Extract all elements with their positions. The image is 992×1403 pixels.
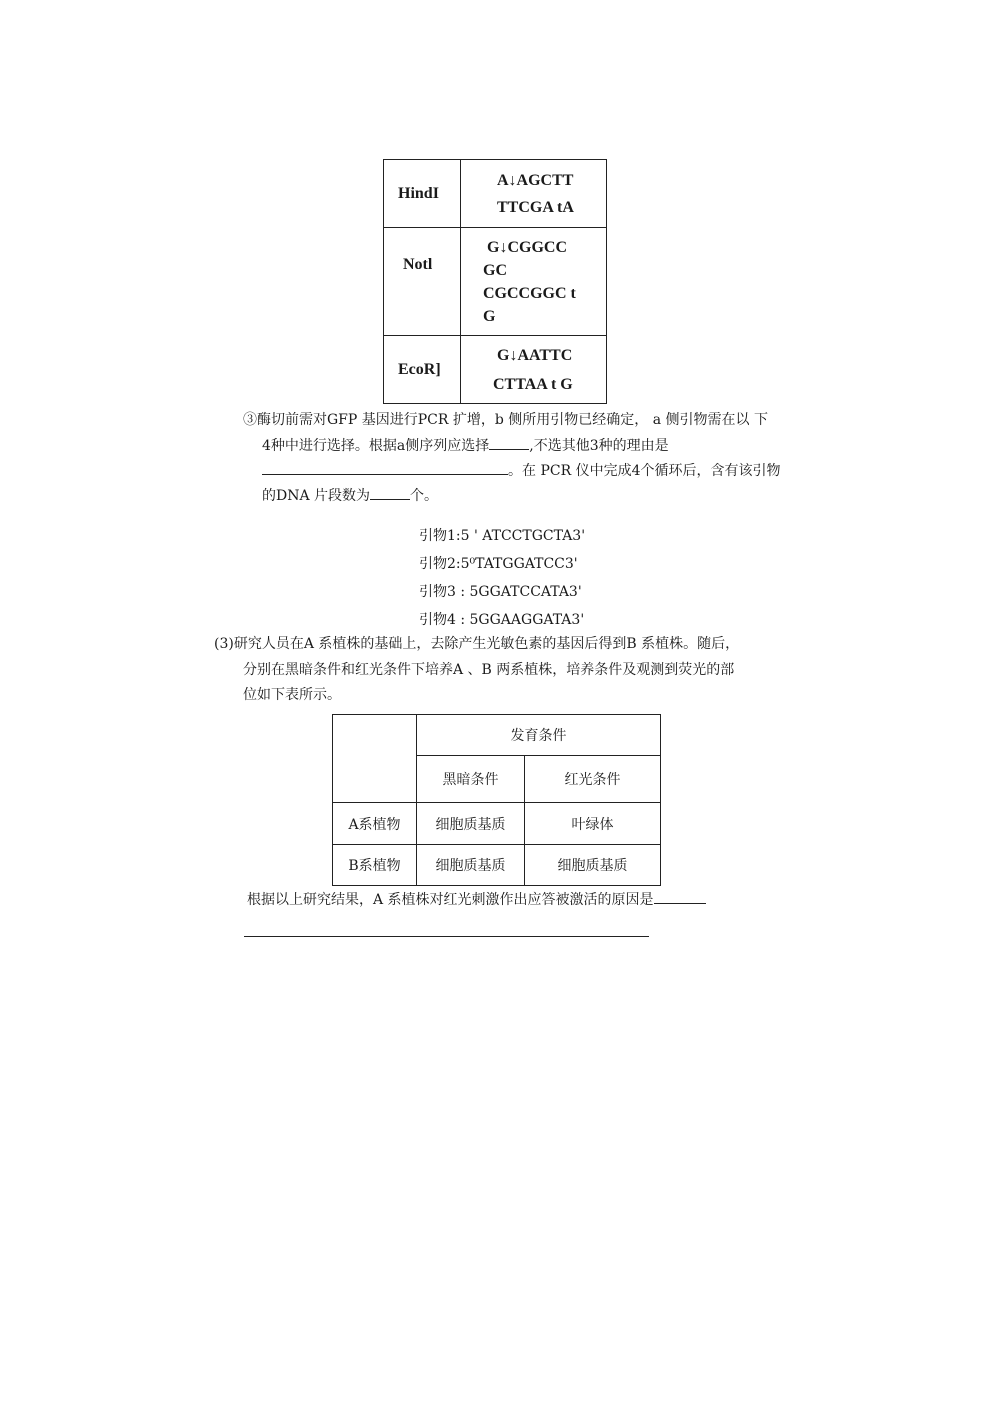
question-line: [262, 434, 669, 459]
answer-blank[interactable]: [654, 889, 706, 904]
table-cell: 细胞质基质: [417, 845, 525, 886]
table-cell: 细胞质基质: [525, 845, 661, 886]
table-row: [333, 715, 661, 756]
answer-blank[interactable]: [489, 435, 529, 450]
empty-header-cell: [333, 715, 417, 803]
header-group: 发育条件: [417, 715, 661, 756]
question-text: 的DNA 片段数为: [262, 488, 371, 504]
answer-blank[interactable]: [370, 485, 410, 500]
column-header: 黑暗条件: [417, 756, 525, 803]
conclusion-text: 根据以上研究结果，A 系植株对红光刺激作出应答被激活的原因是: [247, 892, 654, 908]
enzyme-name: EcoR]: [384, 336, 461, 404]
recognition-sequence: [461, 160, 607, 228]
table-cell: 细胞质基质: [417, 803, 525, 845]
conclusion-line: [247, 888, 706, 913]
table-row: [384, 160, 607, 228]
answer-blank[interactable]: [262, 460, 508, 475]
sequence-line: CGCCGGC t: [483, 284, 576, 302]
question-line: [262, 459, 780, 484]
question-text: 个。: [410, 488, 439, 504]
enzyme-name: HindI: [384, 160, 461, 228]
table-cell: 叶绿体: [525, 803, 661, 845]
answer-line[interactable]: [244, 936, 649, 937]
section-line: (3)研究人员在A 系植株的基础上，去除产生光敏色素的基因后得到B 系植株。随后，: [214, 636, 740, 652]
enzyme-table: [383, 159, 607, 404]
primer-item: 引物2:5⁰TATGGATCC3': [419, 556, 578, 572]
column-header: 红光条件: [525, 756, 661, 803]
question-line: [262, 484, 438, 509]
section-line: 位如下表所示。: [243, 687, 341, 703]
sequence-line: TTCGA tA: [497, 198, 574, 216]
sequence-line: G↓CGGCC: [487, 238, 567, 256]
primer-item: 引物4 : 5GGAAGGATA3': [419, 612, 585, 628]
table-row: [333, 845, 661, 886]
primer-item: 引物1:5 ' ATCCTGCTA3': [419, 528, 586, 544]
sequence-line: G: [483, 307, 496, 325]
table-row: [333, 803, 661, 845]
table-row: [384, 336, 607, 404]
row-label: A系植物: [333, 803, 417, 845]
sequence-line: G↓AATTC: [497, 346, 573, 364]
question-text: ,不选其他3种的理由是: [529, 438, 669, 454]
sequence-line: GC: [483, 261, 507, 279]
section-line: 分别在黑暗条件和红光条件下培养A 、B 两系植株，培养条件及观测到荧光的部: [243, 662, 735, 678]
recognition-sequence: [461, 228, 607, 336]
question-text: 4种中进行选择。根据a侧序列应选择: [262, 438, 490, 454]
fluorescence-result-table: [332, 714, 661, 886]
row-label: B系植物: [333, 845, 417, 886]
primer-item: 引物3 : 5GGATCCATA3': [419, 584, 582, 600]
table-row: [384, 228, 607, 336]
question-text: 。在 PCR 仪中完成4个循环后，含有该引物: [508, 463, 781, 479]
sequence-line: CTTAA t G: [493, 375, 573, 393]
question-line: ③酶切前需对GFP 基因进行PCR 扩增，b 侧所用引物已经确定， a 侧引物需在以 下: [243, 412, 768, 428]
recognition-sequence: [461, 336, 607, 404]
sequence-line: A↓AGCTT: [497, 171, 574, 189]
enzyme-name: Notl: [384, 228, 461, 336]
